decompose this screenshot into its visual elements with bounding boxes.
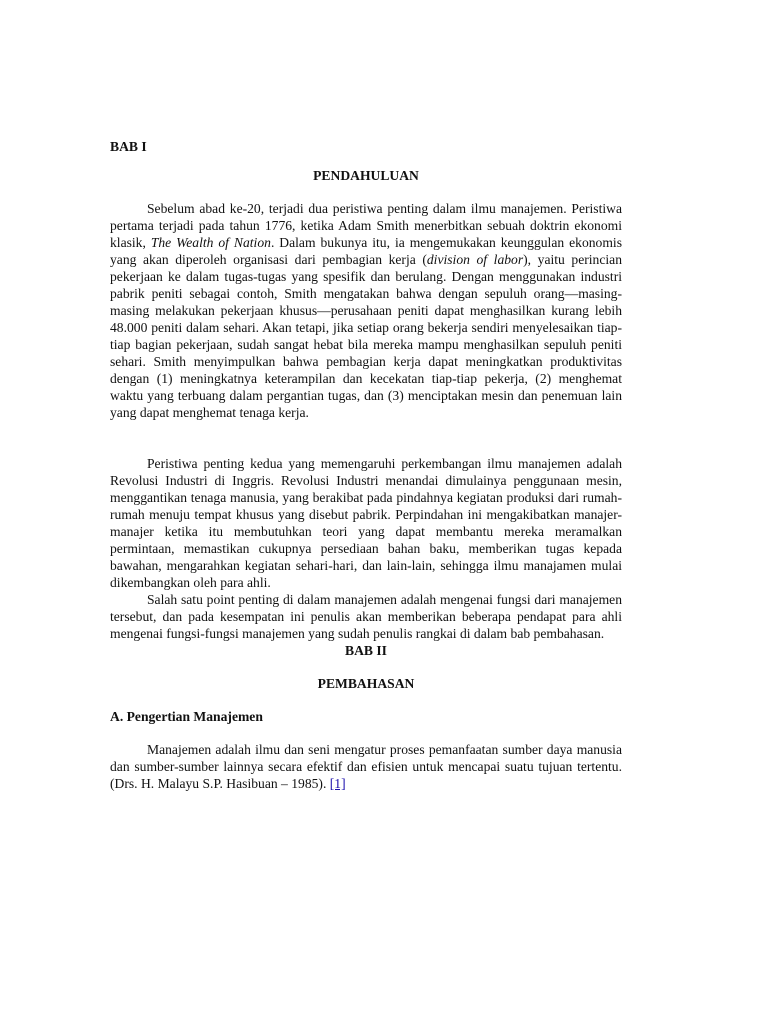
chapter1-paragraph-1 bbox=[110, 200, 622, 421]
chapter2-label: BAB II bbox=[345, 643, 387, 658]
spacer bbox=[110, 692, 622, 708]
chapter1-paragraph-3: Salah satu point penting di dalam manajemen adalah mengenai fungsi dari manajemen tersebut, dan pada kesempatan ini penulis akan memberikan beberapa pendapat para ahli mengenai fungsi-fungsi manajemen yang sudah penulis rangkai di dalam bab pembahasan. bbox=[110, 592, 622, 641]
spacer bbox=[110, 421, 622, 455]
reference-link[interactable]: [1] bbox=[329, 776, 346, 791]
paragraph-text: . Dalam bukunya itu, ia mengemukakan keunggulan ekonomis yang akan diperoleh organisasi dari pembagian kerja ( bbox=[110, 235, 622, 267]
chapter1-paragraph-2: Peristiwa penting kedua yang memengaruhi perkembangan ilmu manajemen adalah Revolusi Industri di Inggris. Revolusi Industri menandai dimulainya penggunaan mesin, menggantikan tenaga manusia, yang berakibat pada pindahnya kegiatan produksi dari rumah-rumah menuju tempat khusus yang disebut pabrik. Perpindahan ini mengakibatkan manajer-manajer ketika itu membutuhkan teori yang dapat membantu mereka meramalkan permintaan, memastikan cukupnya persediaan bahan baku, memberikan tugas kepada bawahan, mengarahkan kegiatan sehari-hari, dan lain-lain, sehingga ilmu manajamen mulai dikembangkan oleh para ahli. bbox=[110, 456, 622, 590]
chapter2-paragraph-1 bbox=[110, 741, 622, 792]
paragraph-text: Sebelum abad ke-20, terjadi dua peristiwa penting dalam ilmu manajemen. Peristiwa pertama terjadi pada tahun 1776, ketika Adam Smith menerbitkan sebuah doktrin ekonomi klasik, bbox=[110, 201, 622, 250]
term-italic: division of labor bbox=[426, 252, 524, 267]
chapter2-title: PEMBAHASAN bbox=[317, 676, 415, 691]
book-title: The Wealth of Nation bbox=[150, 235, 271, 250]
spacer bbox=[110, 155, 622, 167]
document-page bbox=[110, 138, 622, 792]
spacer bbox=[110, 659, 622, 675]
spacer bbox=[110, 184, 622, 200]
paragraph-text: ), yaitu perincian pekerjaan ke dalam tugas-tugas yang spesifik dan berulang. Dengan menggunakan industri pabrik peniti sebagai contoh, Smith mengatakan bahwa dengan sepuluh orang—masing-masing melakukan pekerjaan khusus—perusahaan peniti dapat menghasilkan kurang lebih 48.000 peniti dalam sehari. Akan tetapi, jika setiap orang bekerja sendiri menyelesaikan tiap-tiap bagian pekerjaan, sudah sangat hebat bila mereka mampu menghasilkan sepuluh peniti sehari. Smith menyimpulkan bahwa pembagian kerja dapat meningkatkan produktivitas dengan (1) meningkatnya keterampilan dan kecekatan tiap-tiap pekerja, (2) menghemat waktu yang terbuang dalam pergantian tugas, dan (3) menciptakan mesin dan penemuan lain yang dapat menghemat tenaga kerja. bbox=[110, 252, 622, 420]
spacer bbox=[110, 725, 622, 741]
chapter1-label: BAB I bbox=[110, 139, 147, 154]
paragraph-text: Manajemen adalah ilmu dan seni mengatur proses pemanfaatan sumber daya manusia dan sumber-sumber lainnya secara efektif dan efisien untuk mencapai suatu tujuan tertentu. (Drs. H. Malayu S.P. Hasibuan – 1985). bbox=[110, 742, 622, 791]
chapter1-title: PENDAHULUAN bbox=[313, 168, 419, 183]
section-a-heading: A. Pengertian Manajemen bbox=[110, 709, 263, 724]
